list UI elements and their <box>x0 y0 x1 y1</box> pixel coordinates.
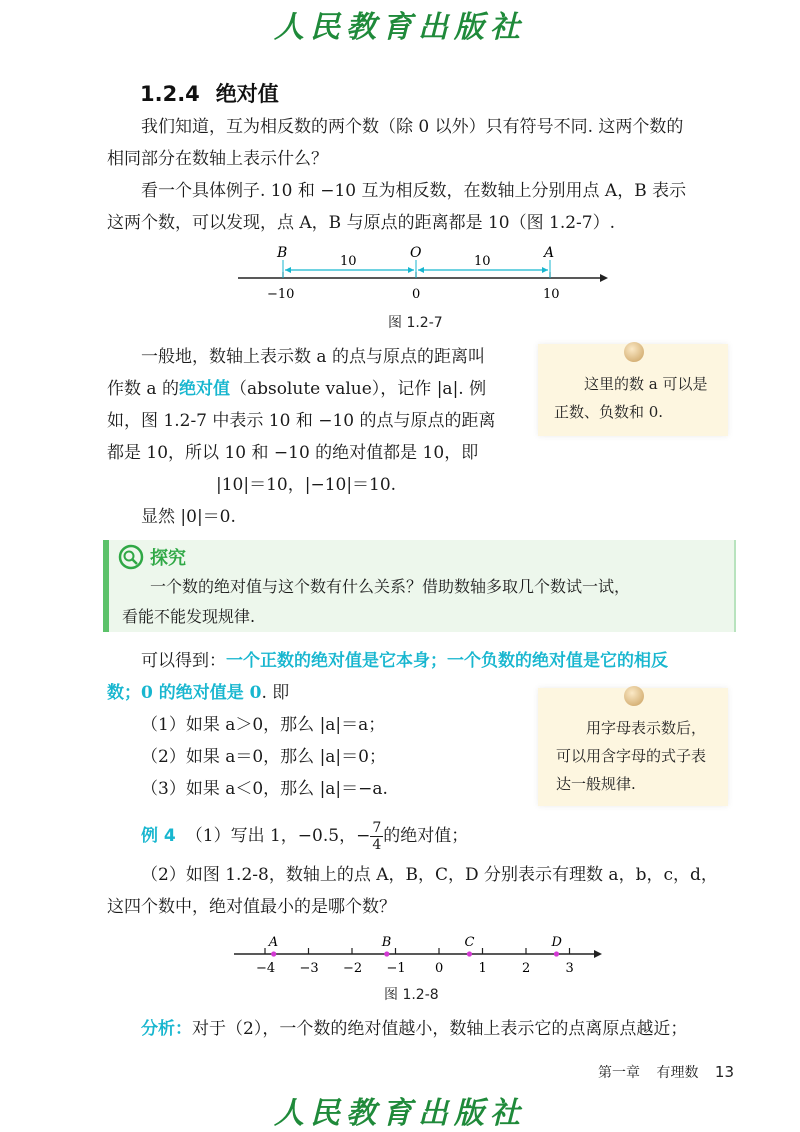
equation: |10|＝10，|−10|＝10. <box>216 475 397 495</box>
figure-caption: 图 1.2-7 <box>388 315 443 331</box>
point-marker-d <box>554 951 559 956</box>
fraction-numerator: 7 <box>372 820 382 836</box>
paragraph-line: 相同部分在数轴上表示什么？ <box>107 149 328 169</box>
paragraph-line <box>107 682 289 704</box>
explore-title: 探究 <box>150 548 186 569</box>
tick-label: −10 <box>267 287 295 302</box>
axis-arrow <box>600 274 608 282</box>
paragraph-line: 一般地，数轴上表示数 a 的点与原点的距离叫 <box>141 347 485 367</box>
point-label-d: D <box>551 935 562 950</box>
case-line: （2）如果 a＝0，那么 |a|＝0； <box>141 747 386 767</box>
arrowhead <box>285 267 291 273</box>
margin-note <box>538 688 728 806</box>
note-line: 可以用含字母的式子表 <box>556 747 707 765</box>
publisher-logo: 人民教育出版社 <box>274 1096 526 1131</box>
text-run: 作数 a 的 <box>107 379 179 399</box>
page-footer <box>598 1062 734 1082</box>
fraction <box>370 820 383 853</box>
explore-line: 一个数的绝对值与这个数有什么关系？借助数轴多取几个数试一试， <box>150 577 631 596</box>
section-heading: 绝对值 <box>215 82 279 106</box>
chapter-title: 有理数 <box>656 1065 699 1081</box>
case-line: （1）如果 a＞0，那么 |a|＝a； <box>141 715 386 735</box>
case-line: （3）如果 a＜0，那么 |a|＝−a. <box>141 779 388 799</box>
explore-line: 看能不能发现规律. <box>122 607 256 626</box>
example-line: 这四个数中，绝对值最小的是哪个数？ <box>107 897 396 917</box>
note-line: 正数、负数和 0. <box>554 403 664 421</box>
tick-label: 10 <box>543 287 560 302</box>
note-line: 达一般规律. <box>556 775 636 793</box>
tick-label: −4 <box>256 961 276 976</box>
point-marker-c <box>467 951 472 956</box>
point-label-b: B <box>381 935 392 950</box>
paragraph-line <box>141 650 668 672</box>
figure-number-line-1 <box>230 240 610 302</box>
distance-label-left: 10 <box>340 254 357 269</box>
paragraph-line: 都是 10，所以 10 和 −10 的绝对值都是 10，即 <box>107 443 479 463</box>
rule-text: 数；0 的绝对值是 0 <box>107 683 262 703</box>
point-marker-b <box>384 951 389 956</box>
example-label: 例 4 <box>141 826 176 846</box>
paragraph-line: 这两个数，可以发现，点 A，B 与原点的距离都是 10（图 1.2-7）. <box>107 213 616 233</box>
paragraph-line <box>107 378 486 400</box>
analysis-label: 分析： <box>141 1019 192 1039</box>
point-label-a: A <box>268 935 279 950</box>
point-label-o: O <box>410 245 422 261</box>
text-run: （absolute value），记作 |a|. 例 <box>229 379 487 399</box>
paragraph-line: 看一个具体例子. 10 和 −10 互为相反数，在数轴上分别用点 A，B 表示 <box>141 181 687 201</box>
text-run: . 即 <box>261 683 290 703</box>
tick-label: −1 <box>386 961 406 976</box>
fraction-denominator: 4 <box>372 837 382 853</box>
note-line: 用字母表示数后， <box>586 719 707 737</box>
point-label-c: C <box>464 935 475 950</box>
point-label-a: A <box>544 245 555 261</box>
text-run: 对于（2），一个数的绝对值越小，数轴上表示它的点离原点越近； <box>192 1019 688 1039</box>
distance-label-right: 10 <box>474 254 491 269</box>
text-run: （1）写出 1，−0.5，− <box>185 826 371 846</box>
term-absolute-value: 绝对值 <box>178 379 230 399</box>
arrowhead <box>408 267 414 273</box>
axis-arrow <box>594 950 602 958</box>
explore-icon <box>118 544 144 570</box>
section-title <box>140 78 279 108</box>
point-label-b: B <box>277 245 288 261</box>
tick-label: 0 <box>412 287 421 302</box>
page-number: 13 <box>714 1063 734 1081</box>
text-run: 可以得到： <box>141 651 226 671</box>
figure-caption: 图 1.2-8 <box>384 987 439 1003</box>
tick-label: 3 <box>565 961 574 976</box>
figure-number-line-2 <box>228 932 608 978</box>
arrowhead <box>418 267 424 273</box>
example-line <box>141 820 468 853</box>
paragraph-line: 如，图 1.2-7 中表示 10 和 −10 的点与原点的距离 <box>107 411 496 431</box>
example-line: （2）如图 1.2-8，数轴上的点 A，B，C，D 分别表示有理数 a，b，c，d， <box>141 865 718 885</box>
tick-label: −2 <box>343 961 363 976</box>
text-run: 的绝对值； <box>383 826 469 846</box>
paragraph-line: 显然 |0|＝0. <box>141 507 236 527</box>
publisher-logo: 人民教育出版社 <box>274 10 526 45</box>
note-line: 这里的数 a 可以是 <box>584 375 708 393</box>
arrowhead <box>542 267 548 273</box>
tick-label: −3 <box>299 961 319 976</box>
section-number: 1.2.4 <box>140 82 200 106</box>
rule-text: 一个正数的绝对值是它本身；一个负数的绝对值是它的相反 <box>226 651 668 671</box>
chapter-number: 第一章 <box>598 1065 640 1081</box>
paragraph-line: 我们知道，互为相反数的两个数（除 0 以外）只有符号不同. 这两个数的 <box>141 117 684 137</box>
pushpin-icon <box>624 342 644 362</box>
tick-label: 2 <box>522 961 531 976</box>
tick-label: 1 <box>478 961 487 976</box>
point-marker-a <box>271 951 276 956</box>
analysis-line <box>141 1018 687 1040</box>
margin-note <box>538 344 728 436</box>
tick-label: 0 <box>435 961 444 976</box>
pushpin-icon <box>624 686 644 706</box>
